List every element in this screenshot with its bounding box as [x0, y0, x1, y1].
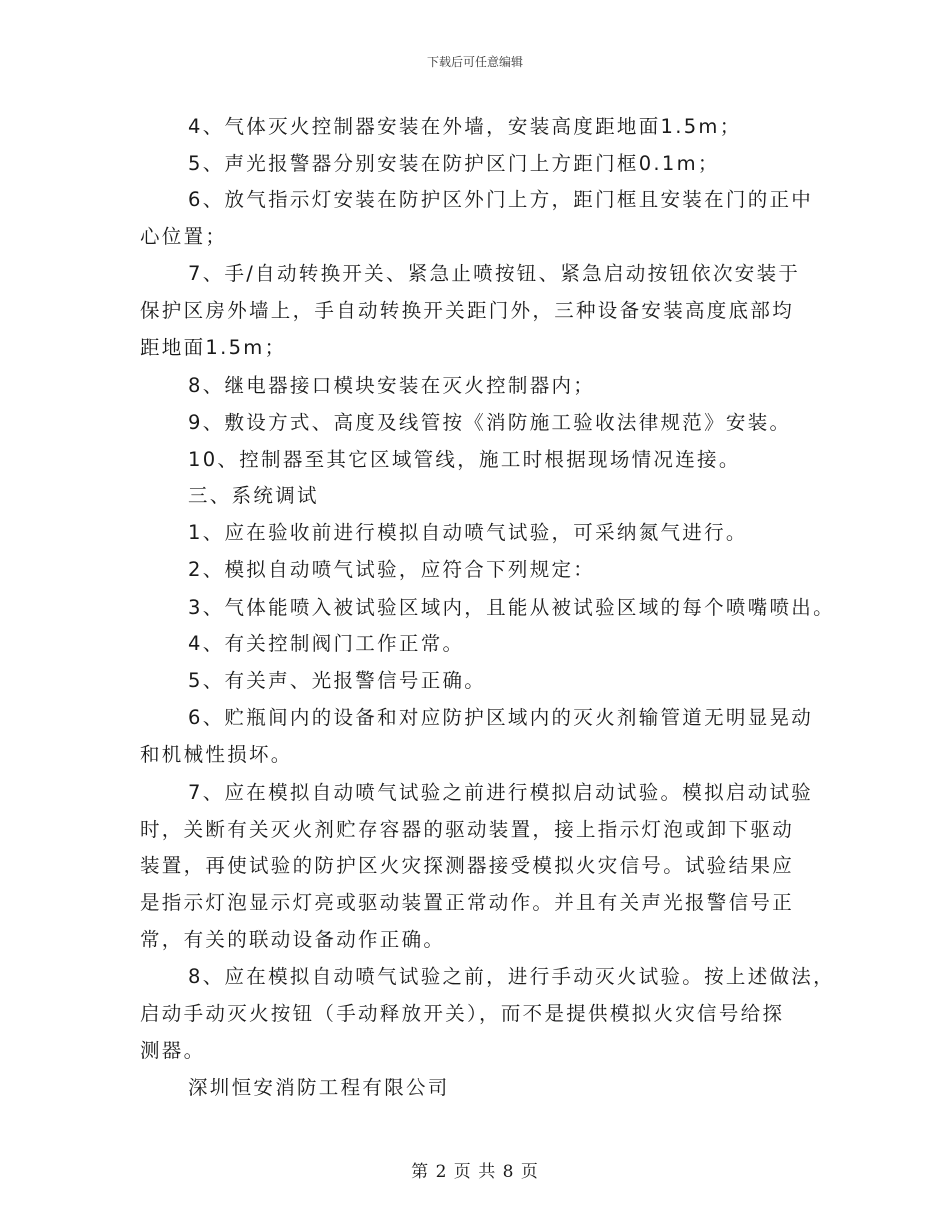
body-line: 3、气体能喷入被试验区域内，且能从被试验区域的每个喷嘴喷出。: [188, 596, 835, 619]
body-line: 是指示灯泡显示灯亮或驱动装置正常动作。并且有关声光报警信号正: [140, 891, 795, 914]
body-line: 距地面1.5m；: [140, 336, 287, 359]
body-line: 8、继电器接口模块安装在灭火控制器内；: [188, 374, 596, 397]
body-line: 6、贮瓶间内的设备和对应防护区域内的灭火剂输管道无明显晃动: [188, 706, 814, 729]
body-line: 5、声光报警器分别安装在防护区门上方距门框0.1m；: [188, 152, 720, 175]
page-header: 下载后可任意编辑: [426, 55, 523, 69]
body-line: 启动手动灭火按钮（手动释放开关），而不是提供模拟火灾信号给探: [140, 1002, 785, 1025]
body-line: 10、控制器至其它区域管线，施工时根据现场情况连接。: [188, 448, 741, 471]
body-line: 8、应在模拟自动喷气试验之前，进行手动灭火试验。按上述做法，: [188, 965, 835, 988]
body-line: 保护区房外墙上，手自动转换开关距门外，三种设备安装高度底部均: [140, 299, 795, 322]
body-line: 心位置；: [140, 225, 228, 248]
body-line: 时，关断有关灭火剂贮存容器的驱动装置，接上指示灯泡或卸下驱动: [140, 818, 795, 841]
body-line: 7、应在模拟自动喷气试验之前进行模拟启动试验。模拟启动试验: [188, 781, 814, 804]
body-line: 1、应在验收前进行模拟自动喷气试验，可采纳氮气进行。: [188, 521, 748, 544]
company-name: 深圳恒安消防工程有限公司: [188, 1076, 450, 1099]
body-line: 装置，再使试验的防护区火灾探测器接受模拟火灾信号。试验结果应: [140, 854, 795, 877]
body-line: 9、敷设方式、高度及线管按《消防施工验收法律规范》安装。: [188, 411, 792, 434]
body-line: 和机械性损坏。: [140, 743, 293, 766]
body-line: 2、模拟自动喷气试验，应符合下列规定：: [188, 558, 596, 581]
body-line: 4、气体灭火控制器安装在外墙，安装高度距地面1.5m；: [188, 115, 742, 138]
section-heading: 三、系统调试: [188, 484, 319, 507]
body-line: 5、有关声、光报警信号正确。: [188, 669, 487, 692]
body-line: 7、手/自动转换开关、紧急止喷按钮、紧急启动按钮依次安装于: [188, 262, 801, 285]
body-line: 4、有关控制阀门工作正常。: [188, 632, 465, 655]
body-line: 测器。: [140, 1039, 206, 1062]
page-number: 第 2 页 共 8 页: [411, 1162, 539, 1182]
body-line: 6、放气指示灯安装在防护区外门上方，距门框且安装在门的正中: [188, 188, 814, 211]
body-line: 常，有关的联动设备动作正确。: [140, 928, 446, 951]
